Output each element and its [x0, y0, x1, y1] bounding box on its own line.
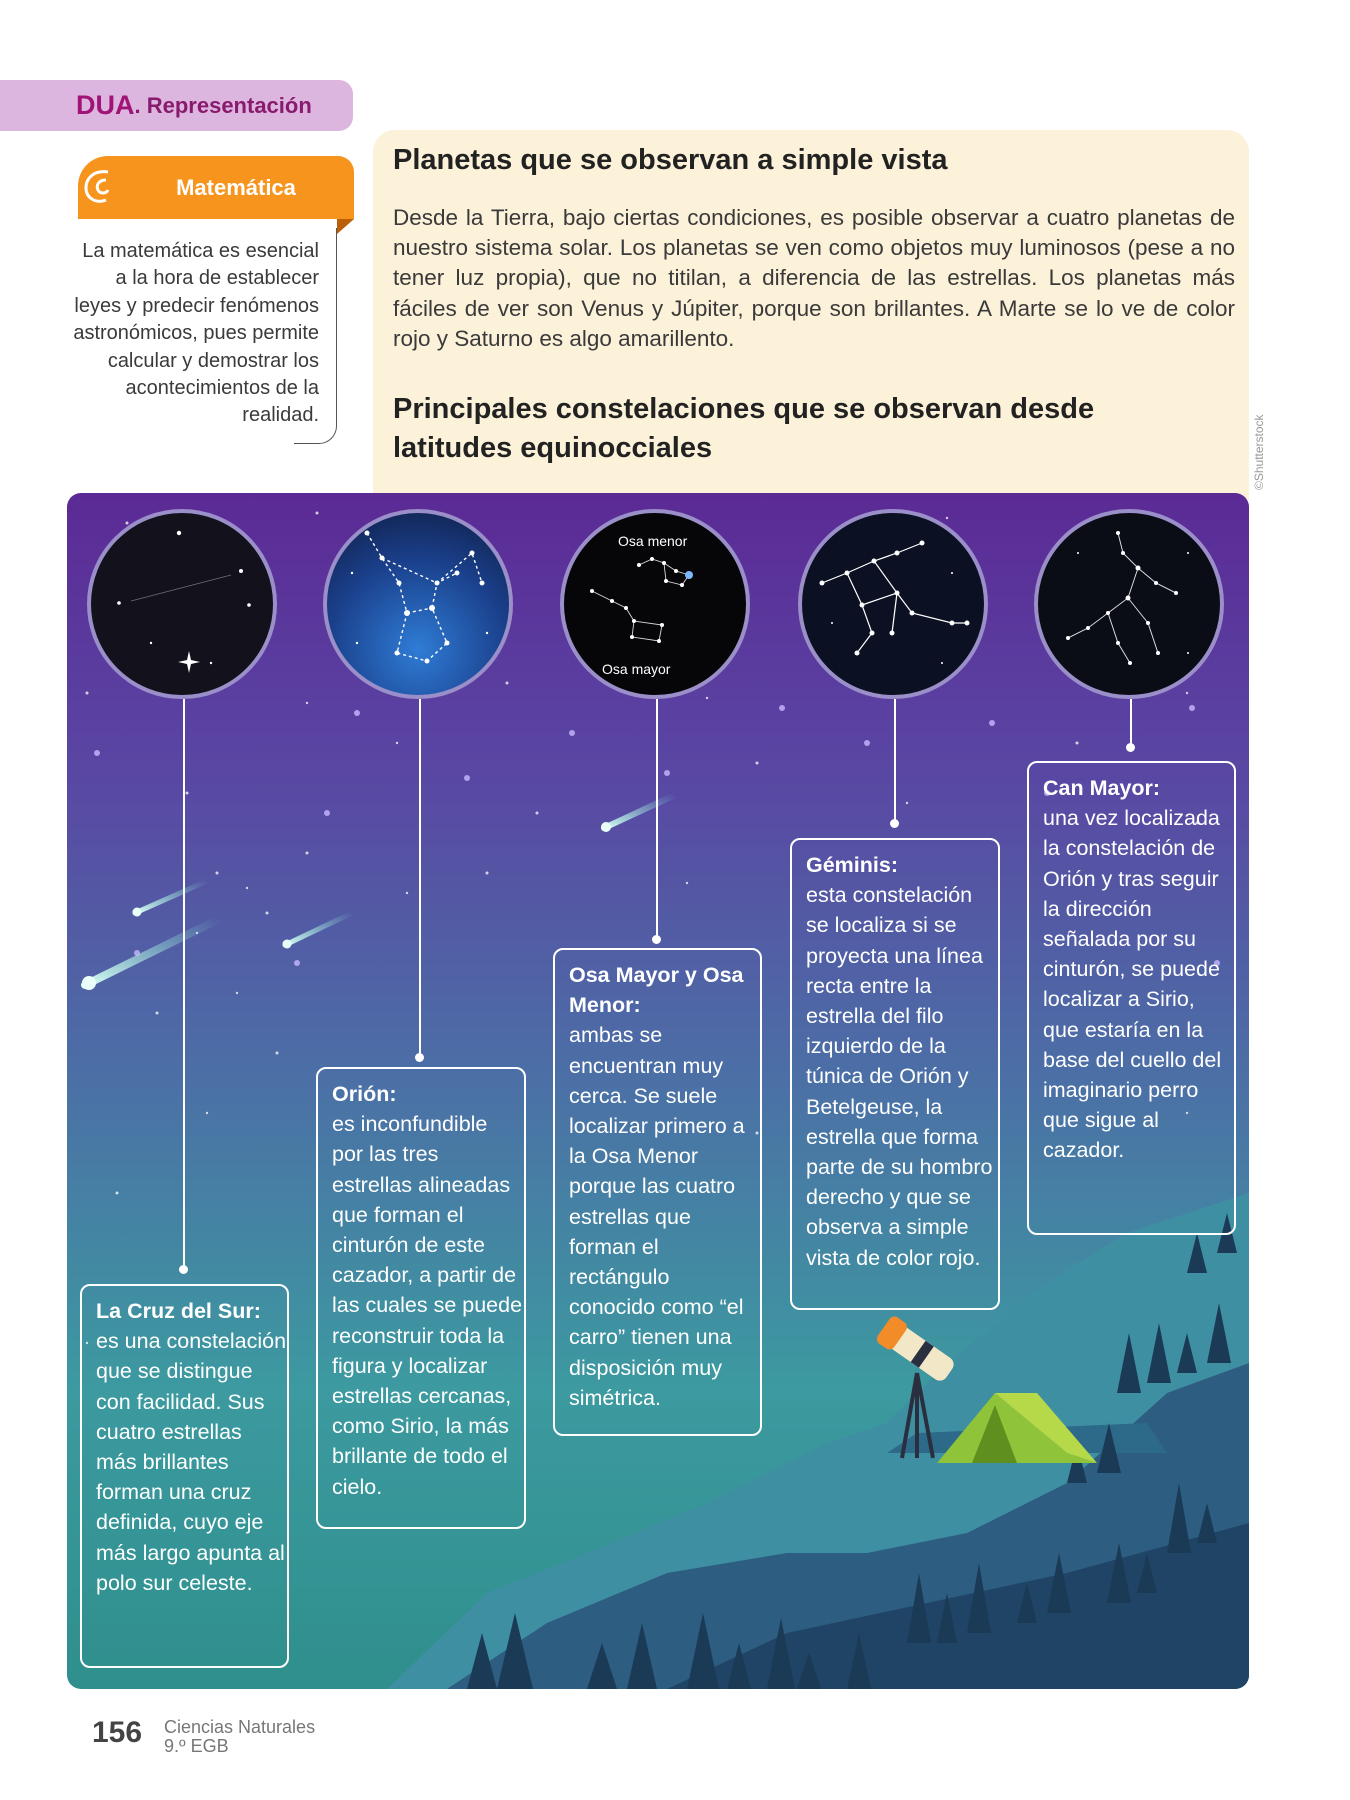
- info-box-osa-mayor-menor: [553, 948, 762, 1436]
- info-text-cruz-del-sur: es una constelación que se distingue con facilidad. Sus cuatro estrellas más brillantes forman una cruz definida, cuyo eje más largo apunta al polo sur celeste.: [96, 1329, 287, 1595]
- math-box-text: La matemática es esencial a la hora de establecer leyes y predecir fenómenos astronómicos, pues permite calcular y demostrar los acontecimientos de la realidad.: [73, 240, 319, 427]
- connector-can-mayor: [1130, 699, 1132, 747]
- dua-prefix: DUA: [76, 90, 135, 120]
- label-osa-mayor: Osa mayor: [602, 661, 671, 677]
- section-paragraph: Desde la Tierra, bajo ciertas condiciones, es posible observar a cuatro planetas de nuestro sistema solar. Los planetas se ven como objetos muy luminosos (pese a no tener luz propia), que no titilan, a diferencia de las estrellas. Los planetas más fáciles de ver son Venus y Júpiter, porque son brillantes. A Marte se lo ve de color rojo y Saturno es algo amarillento.: [393, 205, 1235, 351]
- math-curl-icon: [78, 164, 124, 210]
- info-title-can-mayor: Can Mayor:: [1043, 776, 1161, 800]
- circle-orion: [323, 509, 513, 699]
- connector-dot-can-mayor: [1126, 743, 1135, 752]
- info-box-orion: [316, 1067, 526, 1529]
- image-credit: ©Shutterstock: [1252, 414, 1266, 490]
- info-text-osa-mayor-menor: ambas se encuentran muy cerca. Se suele localizar primero a la Osa Menor porque las cuatro estrellas que forman el rectángulo conocido como “el carro” tienen una disposición muy simétrica.: [569, 1023, 745, 1410]
- info-title-osa-mayor-menor: Osa Mayor y Osa Menor:: [569, 963, 744, 1018]
- math-tab-fold: [337, 219, 354, 234]
- connector-osa: [656, 699, 658, 939]
- info-box-cruz-del-sur: [80, 1284, 289, 1668]
- constellation-infographic: [67, 493, 1249, 1689]
- circle-geminis: [798, 509, 988, 699]
- connector-cruz-del-sur: [183, 699, 185, 1269]
- footer-subject: Ciencias Naturales: [164, 1717, 316, 1737]
- connector-dot-geminis: [890, 819, 899, 828]
- info-title-geminis: Géminis:: [806, 853, 898, 877]
- section-subtitle: Principales constelaciones que se observan desde latitudes equinocciales: [393, 393, 1095, 464]
- info-box-geminis: [790, 838, 1000, 1310]
- info-box-can-mayor: [1027, 761, 1236, 1235]
- math-tab-label: Matemática: [176, 174, 296, 200]
- connector-orion: [419, 699, 421, 1057]
- info-title-cruz-del-sur: La Cruz del Sur:: [96, 1299, 261, 1323]
- circle-osa-mayor-menor: [560, 509, 750, 699]
- connector-dot-osa: [652, 935, 661, 944]
- footer-grade: 9.º EGB: [164, 1736, 229, 1756]
- circle-cruz-del-sur: [87, 509, 277, 699]
- info-title-orion: Orión:: [332, 1082, 397, 1106]
- info-text-can-mayor: una vez localizada la constelación de Orión y tras seguir la dirección señalada por su cinturón, se puede localizar a Sirio, que estaría en la base del cuello del imaginario perro que sigue al cazador.: [1043, 806, 1222, 1163]
- connector-dot-cruz-del-sur: [179, 1265, 188, 1274]
- footer-book-info: [164, 1718, 315, 1756]
- info-text-orion: es inconfundible por las tres estrellas alineadas que forman el cinturón de este cazador, a partir de las cuales se puede reconstruir toda la figura y localizar estrellas cercanas, como Sirio, la más brillante de todo el cielo.: [332, 1112, 523, 1499]
- dua-tab: [0, 80, 353, 131]
- connector-geminis: [894, 699, 896, 823]
- section-title: Planetas que se observan a simple vista: [393, 144, 948, 176]
- connector-dot-orion: [415, 1053, 424, 1062]
- label-osa-menor: Osa menor: [618, 533, 688, 549]
- info-text-geminis: esta constelación se localiza si se proyecta una línea recta entre la estrella del filo izquierdo de la túnica de Orión y Betelgeuse, la estrella que forma parte de su hombro derecho y que se observa a simple vista de color rojo.: [806, 883, 993, 1270]
- page-number: 156: [92, 1716, 143, 1749]
- dua-suffix: . Representación: [134, 92, 312, 118]
- circle-can-mayor: [1034, 509, 1224, 699]
